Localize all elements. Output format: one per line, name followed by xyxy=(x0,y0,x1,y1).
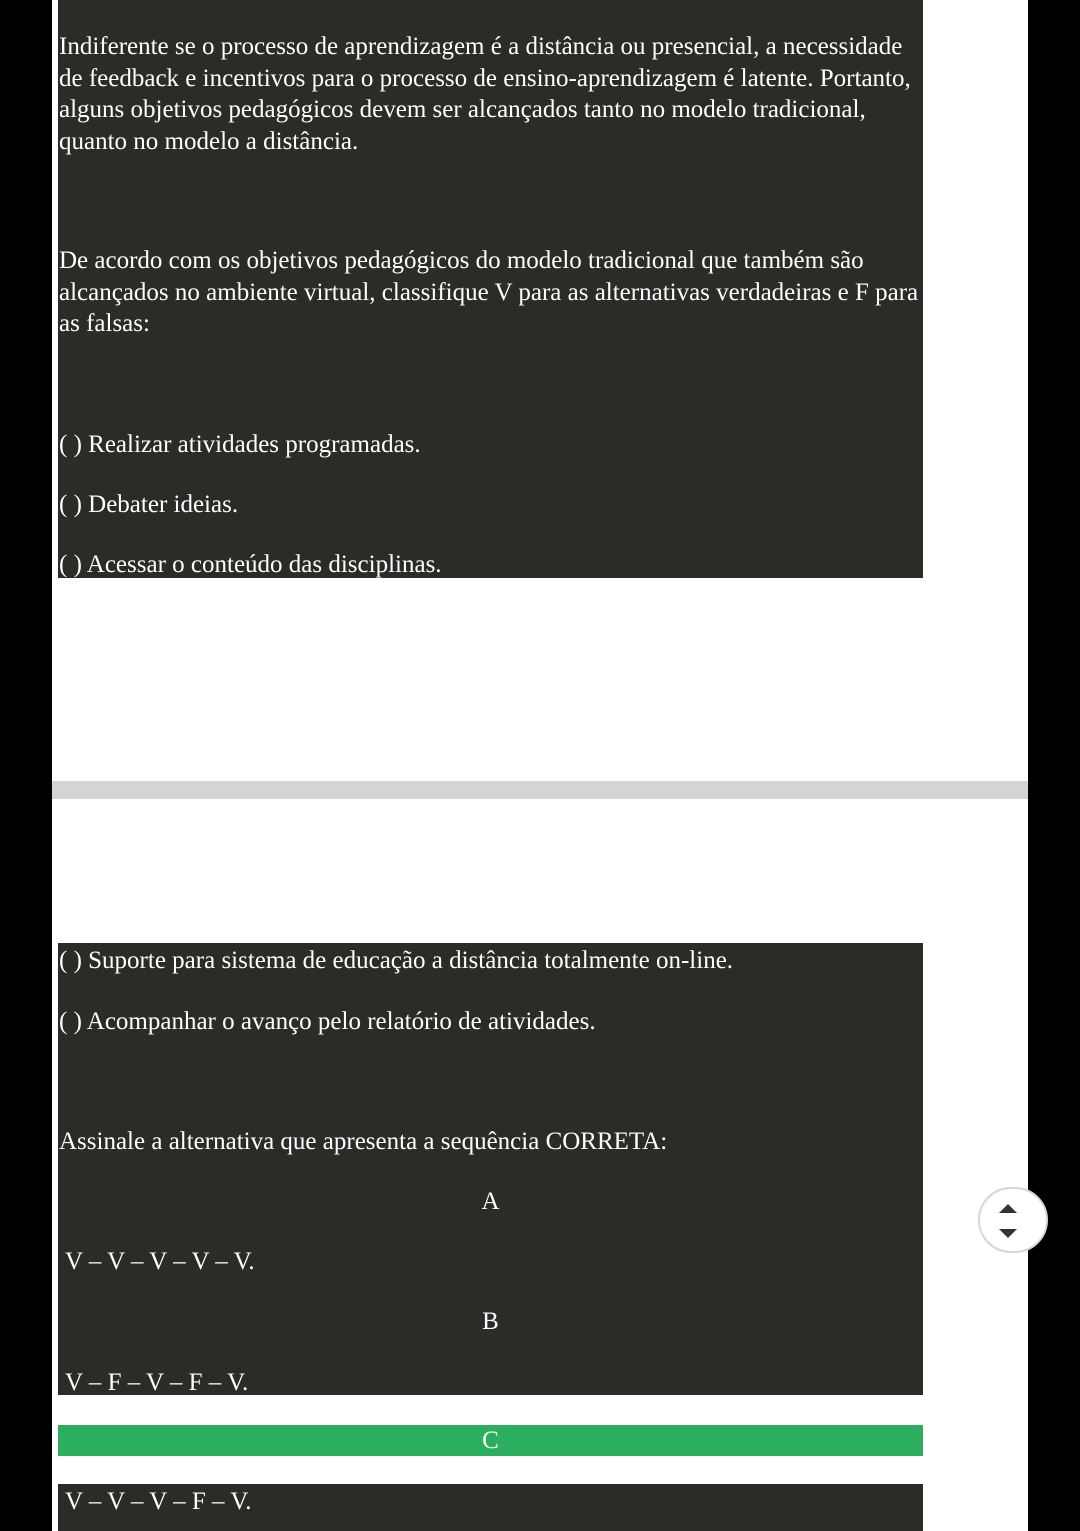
statement-4: ( ) Suporte para sistema de educação a distância totalmente on-line. xyxy=(59,947,734,974)
question-instruction: De acordo com os objetivos pedagógicos do modelo tradicional que também são alcançados no ambiente virtual, classifique V para as alternativas verdadeiras e F para as falsas: xyxy=(59,247,919,337)
scroll-control[interactable] xyxy=(978,1187,1048,1253)
section-divider xyxy=(52,781,1028,799)
option-a-letter[interactable]: A xyxy=(481,1188,500,1215)
statement-5: ( ) Acompanhar o avanço pelo relatório de atividades. xyxy=(59,1008,596,1035)
option-c-text[interactable]: V – V – V – F – V. xyxy=(65,1488,252,1515)
option-b-letter[interactable]: B xyxy=(482,1308,499,1335)
statement-2: ( ) Debater ideias. xyxy=(59,491,239,518)
chevron-up-icon[interactable] xyxy=(999,1204,1017,1213)
option-c-letter[interactable]: C xyxy=(482,1427,499,1454)
option-a-text[interactable]: V – V – V – V – V. xyxy=(65,1248,255,1275)
statement-1: ( ) Realizar atividades programadas. xyxy=(59,431,421,458)
option-b-text[interactable]: V – F – V – F – V. xyxy=(65,1369,249,1396)
screen-edge xyxy=(1028,0,1080,1531)
question-intro: Indiferente se o processo de aprendizagem é a distância ou presencial, a necessidade de feedback e incentivos para o processo de ensino-aprendizagem é latente. Portanto, alguns objetivos pedagógicos devem ser alcançados tanto no modelo tradicional, quanto no modelo a distância. xyxy=(59,33,911,155)
chevron-down-icon[interactable] xyxy=(999,1229,1017,1238)
statement-3: ( ) Acessar o conteúdo das disciplinas. xyxy=(59,551,442,578)
question-prompt: Assinale a alternativa que apresenta a sequência CORRETA: xyxy=(59,1128,668,1155)
